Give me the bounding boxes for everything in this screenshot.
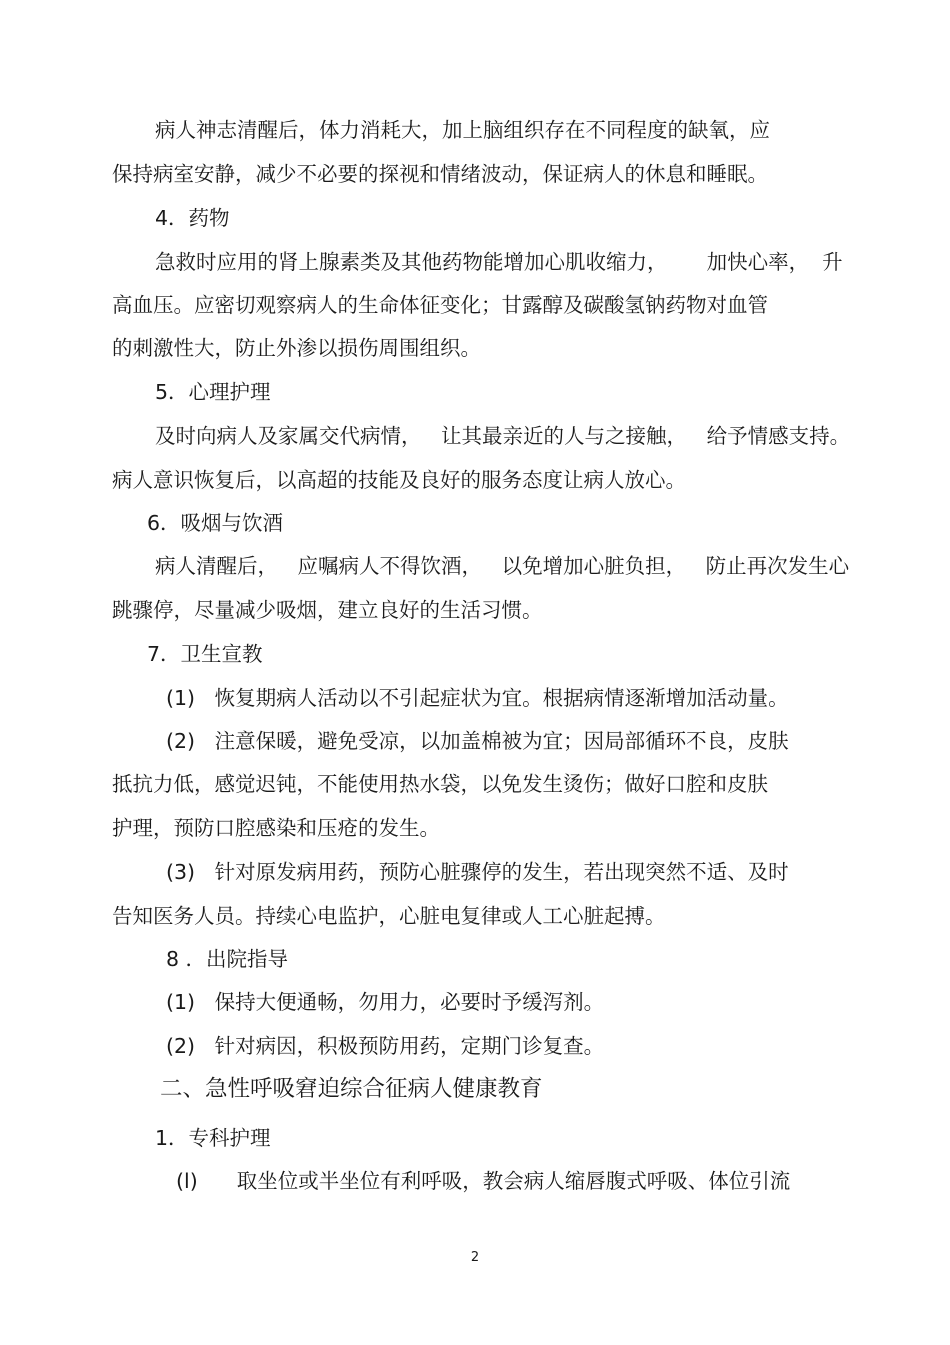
page-number: 2 xyxy=(470,1250,480,1265)
section-heading-5: 5．心理护理 xyxy=(155,380,271,404)
text-line-19: 告知医务人员。持续心电监护，心脏电复律或人工心脏起搏。 xyxy=(112,904,666,928)
text-line-4: 急救时应用的肾上腺素类及其他药物能增加心肌收缩力， 加快心率， 升 xyxy=(155,250,843,274)
text-line-1: 病人神志清醒后，体力消耗大，加上脑组织存在不同程度的缺氧，应 xyxy=(155,118,770,142)
text-line-11: 病人清醒后， 应嘱病人不得饮酒， 以免增加心脏负担， 防止再次发生心 xyxy=(155,554,850,578)
list-item-1-1: (l) 取坐位或半坐位有利呼吸，教会病人缩唇腹式呼吸、体位引流 xyxy=(176,1169,791,1193)
list-item-7-2: (2) 注意保暖，避免受凉，以加盖棉被为宜；因局部循环不良，皮肤 xyxy=(166,729,789,753)
list-item-8-1: (1) 保持大便通畅，勿用力，必要时予缓泻剂。 xyxy=(166,990,605,1014)
text-line-6: 的刺激性大，防止外渗以损伤周围组织。 xyxy=(112,336,481,360)
text-line-5: 高血压。应密切观察病人的生命体征变化；甘露醇及碳酸氢钠药物对血管 xyxy=(112,293,768,317)
text-line-17: 护理，预防口腔感染和压疮的发生。 xyxy=(112,816,440,840)
list-item-7-1: (1) 恢复期病人活动以不引起症状为宜。根据病情逐渐增加活动量。 xyxy=(166,686,789,710)
text-line-16: 抵抗力低，感觉迟钝，不能使用热水袋，以免发生烫伤；做好口腔和皮肤 xyxy=(112,772,768,796)
section-heading-1: 1．专科护理 xyxy=(155,1126,271,1150)
text-line-8: 及时向病人及家属交代病情， 让其最亲近的人与之接触， 给予情感支持。 xyxy=(155,424,851,448)
list-item-7-3: (3) 针对原发病用药，预防心脏骤停的发生，若出现突然不适、及时 xyxy=(166,860,789,884)
section-heading-6: 6．吸烟与饮酒 xyxy=(147,511,284,535)
section-heading-8: 8 ．出院指导 xyxy=(166,947,289,971)
section-heading-4: 4．药物 xyxy=(155,206,230,230)
list-item-8-2: (2) 针对病因，积极预防用药，定期门诊复查。 xyxy=(166,1034,605,1058)
text-line-2: 保持病室安静，减少不必要的探视和情绪波动，保证病人的休息和睡眠。 xyxy=(112,162,768,186)
section-heading-7: 7．卫生宣教 xyxy=(147,642,263,666)
text-line-12: 跳骤停，尽量减少吸烟，建立良好的生活习惯。 xyxy=(112,598,543,622)
chapter-heading: 二、急性呼吸窘迫综合征病人健康教育 xyxy=(160,1076,543,1102)
text-line-9: 病人意识恢复后，以高超的技能及良好的服务态度让病人放心。 xyxy=(112,468,686,492)
